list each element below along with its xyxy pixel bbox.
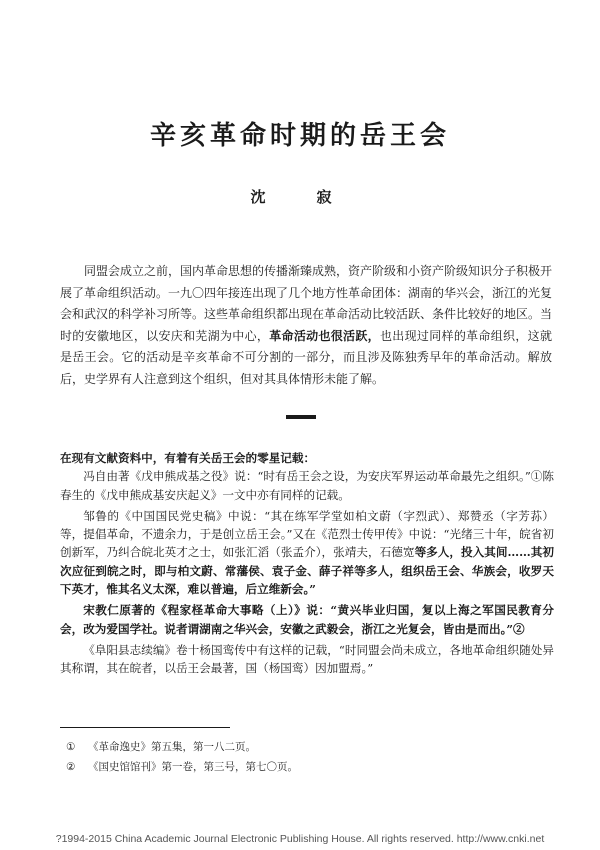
footnotes bbox=[66, 737, 546, 777]
article-author: 沈 寂 bbox=[250, 188, 350, 206]
zou-text-a: 邹鲁的《中国国民党史稿》中说：“其在练军学堂如柏文蔚（字烈武）、郑赞丞（字芳荪）等，提倡革命，不遗余力，于是创立岳王会。”又在《范烈士传甲传》中说：“光绪三十年，皖省初创新军，乃纠合皖北英才之士，如张汇滔（张孟介），张靖夫，石德宽 bbox=[60, 508, 554, 560]
footnote-1 bbox=[66, 737, 546, 757]
section-number-one bbox=[286, 415, 316, 419]
zou-text-b: 等多人，投入其间……其初次应征到皖之时，即与柏文蔚、常藩侯、袁子金、薛子祥等多人， bbox=[60, 545, 554, 578]
footnote-rule bbox=[60, 727, 230, 728]
footnote-mark: ② bbox=[66, 761, 76, 773]
intro-text-b: 革命活动也很活跃， bbox=[269, 328, 380, 343]
song-text-b: 教育分会，改为爱国学社。说者谓湖南之华兴会，安徽之武毅会，浙江之光复会，皆由是而出。”② bbox=[60, 603, 554, 636]
zou-text-c: 组织岳王会、华族会，收罗天下英才，惟其名义太深，难以普遍，后立维新会。” bbox=[60, 563, 554, 597]
song-text-a: 宋教仁原著的《程家柽革命大事略（上）》说：“黄兴毕业归国，复以上海之军国民 bbox=[83, 603, 519, 618]
intro-paragraph bbox=[60, 261, 552, 391]
section-one-body bbox=[60, 449, 554, 678]
article-title: 辛亥革命时期的岳王会 bbox=[149, 121, 450, 151]
copyright-footer: ?1994-2015 China Academic Journal Electronic Publishing House. All rights reserved. http://www.cnki.net bbox=[55, 833, 545, 845]
footnote-text: 《革命逸史》第五集，第一八二页。 bbox=[88, 741, 256, 753]
fuyang-paragraph: 《阜阳县志续编》卷十杨国鸾传中有这样的记载，“时同盟会尚未成立，各地革命组织随处异其称谓，其在皖者，以岳王会最著，国（杨国鸾）因加盟焉。” bbox=[60, 642, 554, 676]
footnote-2 bbox=[66, 757, 546, 777]
song-paragraph bbox=[60, 601, 554, 638]
footnote-text: 《国史馆馆刊》第一卷，第三号，第七〇页。 bbox=[88, 761, 298, 773]
zou-paragraph bbox=[60, 507, 554, 598]
lead-paragraph: 在现有文献资料中，有着有关岳王会的零星记载： bbox=[60, 451, 316, 465]
intro-text-c: 也出现过同样的革命组织，这就是岳王会。它的活动是辛亥革命不可分割的一部分，而且涉及陈独秀早年的革命活动。解放后，史学界有人注意到这个组织，但对其具体情形未能了解。 bbox=[60, 328, 552, 386]
footnote-mark: ① bbox=[66, 741, 76, 753]
feng-paragraph: 冯自由著《戊申熊成基之役》说：“时有岳王会之设，为安庆军界运动革命最先之组织。”①陈春生的《戊申熊成基安庆起义》一文中亦有同样的记载。 bbox=[60, 469, 554, 502]
intro-section bbox=[60, 261, 552, 391]
intro-text-a: 同盟会成立之前，国内革命思想的传播渐臻成熟，资产阶级和小资产阶级知识分子积极开展了革命组织活动。一九〇四年接连出现了几个地方性革命团体：湖南的华兴会，浙江的光复会和武汉的科学补习所等。这些革命组织都出现在革命活动比较活跃、条件比较好的地区。当时的安徽地区，以安庆和芜湖为中心， bbox=[60, 264, 553, 343]
